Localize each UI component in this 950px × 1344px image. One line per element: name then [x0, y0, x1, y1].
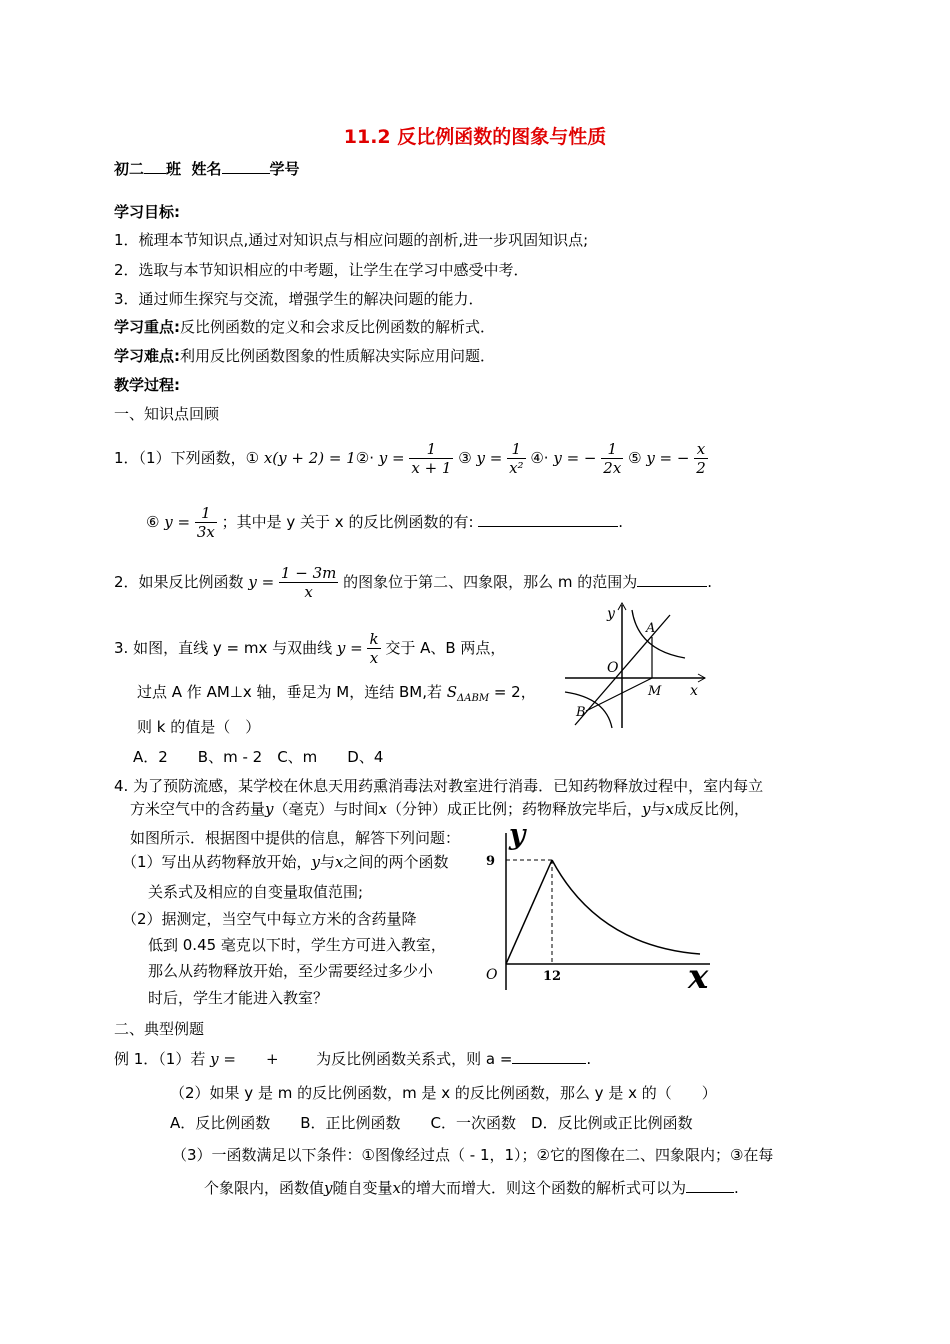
question-4-part-2-line-1: （2）据测定，当空气中每立方米的含药量降 [122, 910, 417, 928]
q2-answer-blank[interactable] [637, 586, 707, 587]
q3-area-subscript: ΔABM [457, 693, 490, 704]
student-info-line [114, 158, 300, 179]
q1-formula-4-fraction: $\frac{1}{2x}$ [603, 440, 622, 477]
question-4-part-1: （1）写出从药物释放开始，y与x之间的两个函数 [122, 853, 449, 871]
q1-marker-3: ③ [458, 449, 472, 467]
key-point [114, 316, 495, 337]
question-3-line-2: 过点 A 作 AM⊥x 轴，垂足为 M，连结 BM,若 $S_{\Delta ABM} = 2$， [137, 683, 536, 704]
q1-formula-2-lhs: y = [378, 449, 405, 467]
difficulty-text: 利用反比例函数图象的性质解决实际应用问题． [180, 347, 496, 365]
q2-formula-fraction: $\frac{1 - 3m}{x}$ [280, 564, 337, 601]
question-3-line-3: 则 k 的值是（ ） [137, 718, 261, 736]
q4-label-y: y [509, 818, 526, 851]
ex1-formula: y = + [210, 1050, 279, 1068]
example-1-part-3-line-1: （3）一函数满足以下条件：①图像经过点（ - 1，1）；②它的图像在二、四象限内；③在每 [172, 1146, 774, 1164]
q4-label-peak-y: 9 [486, 854, 496, 869]
q3-formula-lhs: y = [336, 639, 363, 657]
q3-label-a: A [646, 621, 656, 636]
question-3-options: A．2 B、m - 2 C、m D、4 [133, 748, 384, 766]
q3-area-symbol: S [446, 683, 458, 701]
q1-formula-2-fraction: $\frac{1}{x + 1}$ [411, 440, 452, 477]
q3-segment-bm [586, 678, 652, 711]
q3-label-b: B [576, 705, 586, 720]
q2-prefix: 2．如果反比例函数 [114, 573, 244, 591]
example-1-part-3-line-2: 个象限内，函数值y随自变量x的增大而增大．则这个函数的解析式可以为 . [204, 1179, 739, 1197]
q4-var-y: y [265, 800, 274, 818]
q3-label-o: O [607, 660, 619, 676]
q4-label-o: O [486, 967, 498, 983]
q3-area-value: = 2， [493, 683, 536, 701]
question-2: 2．如果反比例函数 y = $\frac{1 - 3m}{x}$ 的图象位于第二、四象限，那么 m 的范围为 . [114, 564, 713, 601]
q1-formula-5-lhs: y = − [646, 449, 690, 467]
q1-formula-4-lhs: y = − [553, 449, 597, 467]
class-label: 班 [166, 160, 182, 178]
section-1-heading: 一、知识点回顾 [114, 405, 220, 423]
question-1-line-1 [114, 436, 708, 480]
q3-graph [560, 600, 710, 730]
number-label: 学号 [269, 160, 300, 178]
q4-linear-segment [506, 860, 552, 964]
example-1-part-1: 例 1．（1）若 y = + 为反比例函数关系式，则 a = . [114, 1050, 592, 1068]
q3-text-b: 交于 A、B 两点， [385, 639, 506, 657]
question-4-part-2-line-3: 那么从药物释放开始，至少需要经过多少小 [148, 962, 434, 980]
goal-item-2: 2．选取与本节知识相应的中考题，让学生在学习中感受中考． [114, 261, 529, 279]
example-1-part-2: （2）如果 y 是 m 的反比例函数，m 是 x 的反比例函数，那么 y 是 x 的（ ） [170, 1084, 717, 1102]
question-4-part-2-line-2: 低到 0.45 毫克以下时，学生方可进入教室， [148, 936, 446, 954]
key-point-label: 学习重点: [114, 318, 180, 336]
process-heading: 教学过程: [114, 376, 180, 394]
q3-label-x: x [690, 683, 698, 699]
q1-formula-1: x(y + 2) = 1 [263, 449, 356, 467]
goals-heading: 学习目标: [114, 203, 180, 221]
q3-hyperbola-upper [632, 610, 685, 658]
q1-formula-6-fraction: $\frac{1}{3x}$ [196, 504, 215, 541]
q4-label-x: x [688, 957, 709, 993]
q1-marker-6: ⑥ [146, 513, 160, 531]
q1-marker-2: ②· [355, 449, 374, 467]
q1-marker-4: ④· [530, 449, 549, 467]
q4-decay-curve [552, 860, 700, 954]
q3-formula-fraction: $\frac{k}{x}$ [369, 630, 379, 667]
q1-formula-3-fraction: $\frac{1}{\text{x²}}$ [509, 440, 524, 477]
q2-formula-lhs: y = [248, 573, 275, 591]
name-label: 姓名 [191, 160, 222, 178]
q4-label-peak-x: 12 [543, 969, 562, 984]
q1-prefix: 1．（1）下列函数，① [114, 449, 260, 467]
name-blank[interactable] [222, 173, 270, 174]
q1-answer-blank[interactable] [478, 526, 618, 527]
question-4-line-1: 4. 为了预防流感，某学校在休息天用药熏消毒法对教室进行消毒．已知药物释放过程中，室内每立 [114, 777, 764, 795]
q4-graph [478, 818, 728, 993]
difficulty-label: 学习难点: [114, 347, 180, 365]
question-3-line-1 [114, 626, 505, 670]
ex1-answer-blank[interactable] [512, 1063, 586, 1064]
question-4-part-1-line-2: 关系式及相应的自变量取值范围; [148, 883, 364, 901]
q1-formula-5-fraction: $\frac{x}{2}$ [696, 440, 706, 477]
q3-label-y: y [607, 606, 615, 622]
question-4-line-3: 如图所示．根据图中提供的信息，解答下列问题： [130, 829, 461, 847]
goal-item-1: 1．梳理本节知识点,通过对知识点与相应问题的剖析,进一步巩固知识点; [114, 231, 589, 249]
q2-suffix: 的图象位于第二、四象限，那么 m 的范围为 [343, 573, 638, 591]
q3-label-m: M [648, 684, 662, 699]
example-1-part-2-options: A．反比例函数 B．正比例函数 C．一次函数 D．反比例或正比例函数 [170, 1114, 693, 1132]
q1-formula-6-lhs: y = [164, 513, 191, 531]
page-title: 11.2 反比例函数的图象与性质 [343, 126, 607, 148]
question-4-part-2-line-4: 时后，学生才能进入教室？ [148, 989, 329, 1007]
q1-formula-3-lhs: y = [476, 449, 503, 467]
grade-label: 初二 [114, 160, 145, 178]
q3-text-a: 3. 如图，直线 y = mx 与双曲线 [114, 639, 333, 657]
ex1-p3-answer-blank[interactable] [686, 1192, 734, 1193]
q4-var-x: x [378, 800, 387, 818]
q1-marker-5: ⑤ [628, 449, 642, 467]
key-point-text: 反比例函数的定义和会求反比例函数的解析式． [180, 318, 496, 336]
question-1-line-2: ⑥ y = $\frac{1}{3x}$ ；其中是 y 关于 x 的反比例函数的有: . [146, 504, 624, 541]
difficulty [114, 345, 495, 366]
section-2-heading: 二、典型例题 [114, 1020, 205, 1038]
class-blank[interactable] [144, 173, 166, 174]
goal-item-3: 3．通过师生探究与交流，增强学生的解决问题的能力． [114, 290, 484, 308]
question-4-line-2: 方米空气中的含药量y（毫克）与时间x（分钟）成正比例；药物释放完毕后，y与x成反比例， [130, 800, 749, 818]
q1-tail: ；其中是 y 关于 x 的反比例函数的有: [221, 513, 474, 531]
